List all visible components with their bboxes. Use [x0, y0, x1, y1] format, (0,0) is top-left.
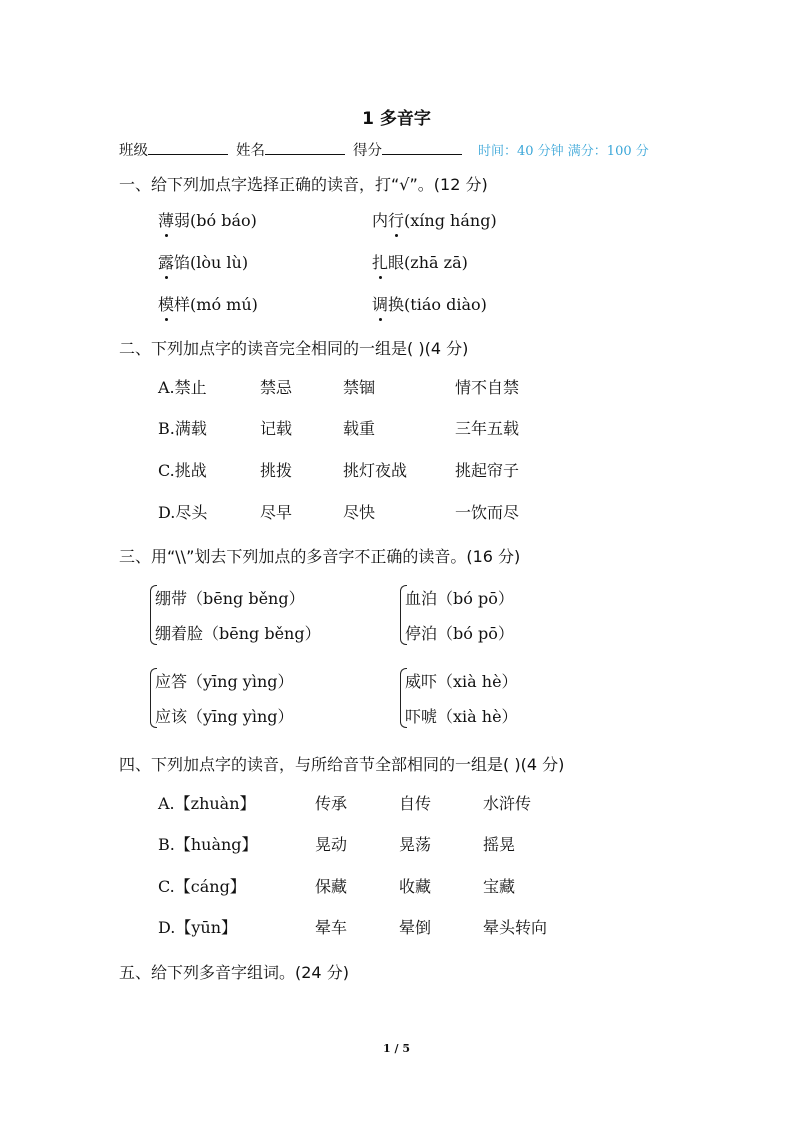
- name-label: 姓名: [236, 143, 265, 159]
- q4-word: 摇晃: [483, 835, 516, 854]
- q3-item: 应该（yīng yìng）: [155, 707, 294, 726]
- q1-item-6: 调换(tiáo diào): [372, 292, 487, 315]
- name-blank[interactable]: [265, 140, 345, 155]
- q2-word: 三年五载: [455, 419, 520, 438]
- q2-word: 载重: [343, 419, 376, 438]
- q4-option-b[interactable]: B.【huàng】: [158, 835, 258, 854]
- q2-word: 一饮而尽: [455, 503, 520, 522]
- q2-word: 尽快: [343, 503, 376, 522]
- exam-meta: 时间：40 分钟 满分：100 分: [478, 144, 649, 159]
- q3-item: 停泊（bó pō）: [405, 624, 514, 643]
- student-info-row: [119, 139, 649, 160]
- q4-option-d[interactable]: D.【yūn】: [158, 918, 237, 937]
- q3-item: 绷带（bēng běng）: [155, 589, 305, 608]
- q2-option-d[interactable]: D.尽头: [158, 503, 208, 522]
- q4-option-c[interactable]: C.【cáng】: [158, 877, 246, 896]
- q3-item: 吓唬（xià hè）: [405, 707, 518, 726]
- q4-word: 传承: [315, 794, 348, 813]
- q3-heading: 三、用“\\”划去下列加点的多音字不正确的读音。(16 分): [119, 547, 521, 566]
- q2-word: 禁锢: [343, 378, 376, 397]
- q1-item-1: 薄弱(bó báo): [158, 208, 257, 231]
- q1-heading: 一、给下列加点字选择正确的读音，打“√”。(12 分): [119, 175, 488, 194]
- class-label: 班级: [119, 143, 148, 159]
- q4-word: 收藏: [399, 877, 432, 896]
- score-label: 得分: [353, 143, 382, 159]
- q2-option-c[interactable]: C.挑战: [158, 461, 207, 480]
- q2-word: 记载: [260, 419, 293, 438]
- q4-word: 自传: [399, 794, 432, 813]
- q3-item: 威吓（xià hè）: [405, 672, 518, 691]
- page-title: 1 多音字: [362, 109, 431, 129]
- q1-item-5: 模样(mó mú): [158, 292, 258, 315]
- q4-word: 晕倒: [399, 918, 432, 937]
- q2-word: 挑拨: [260, 461, 293, 480]
- q2-word: 禁忌: [260, 378, 293, 397]
- q2-option-a[interactable]: A.禁止: [158, 378, 207, 397]
- q2-word: 尽早: [260, 503, 293, 522]
- q3-item: 血泊（bó pō）: [405, 589, 514, 608]
- q3-item: 绷着脸（bēng běng）: [155, 624, 321, 643]
- class-blank[interactable]: [148, 140, 228, 155]
- score-blank[interactable]: [382, 140, 462, 155]
- q4-word: 晕车: [315, 918, 348, 937]
- q4-word: 宝藏: [483, 877, 516, 896]
- q1-item-2: 内行(xíng háng): [372, 208, 497, 231]
- q2-word: 挑起帘子: [455, 461, 520, 480]
- q4-heading: 四、下列加点字的读音，与所给音节全部相同的一组是( )(4 分): [119, 755, 565, 774]
- q4-word: 保藏: [315, 877, 348, 896]
- q3-item: 应答（yīng yìng）: [155, 672, 294, 691]
- q4-word: 晃动: [315, 835, 348, 854]
- q1-item-3: 露馅(lòu lù): [158, 250, 248, 273]
- q1-item-4: 扎眼(zhā zā): [372, 250, 468, 273]
- q4-word: 水浒传: [483, 794, 532, 813]
- q2-heading: 二、下列加点字的读音完全相同的一组是( )(4 分): [119, 339, 469, 358]
- q2-word: 情不自禁: [455, 378, 520, 397]
- q4-option-a[interactable]: A.【zhuàn】: [158, 794, 256, 813]
- q4-word: 晃荡: [399, 835, 432, 854]
- q2-word: 挑灯夜战: [343, 461, 408, 480]
- q5-heading: 五、给下列多音字组词。(24 分): [119, 963, 349, 982]
- page-number: 1 / 5: [383, 1042, 410, 1055]
- q2-option-b[interactable]: B.满载: [158, 419, 207, 438]
- q4-word: 晕头转向: [483, 918, 548, 937]
